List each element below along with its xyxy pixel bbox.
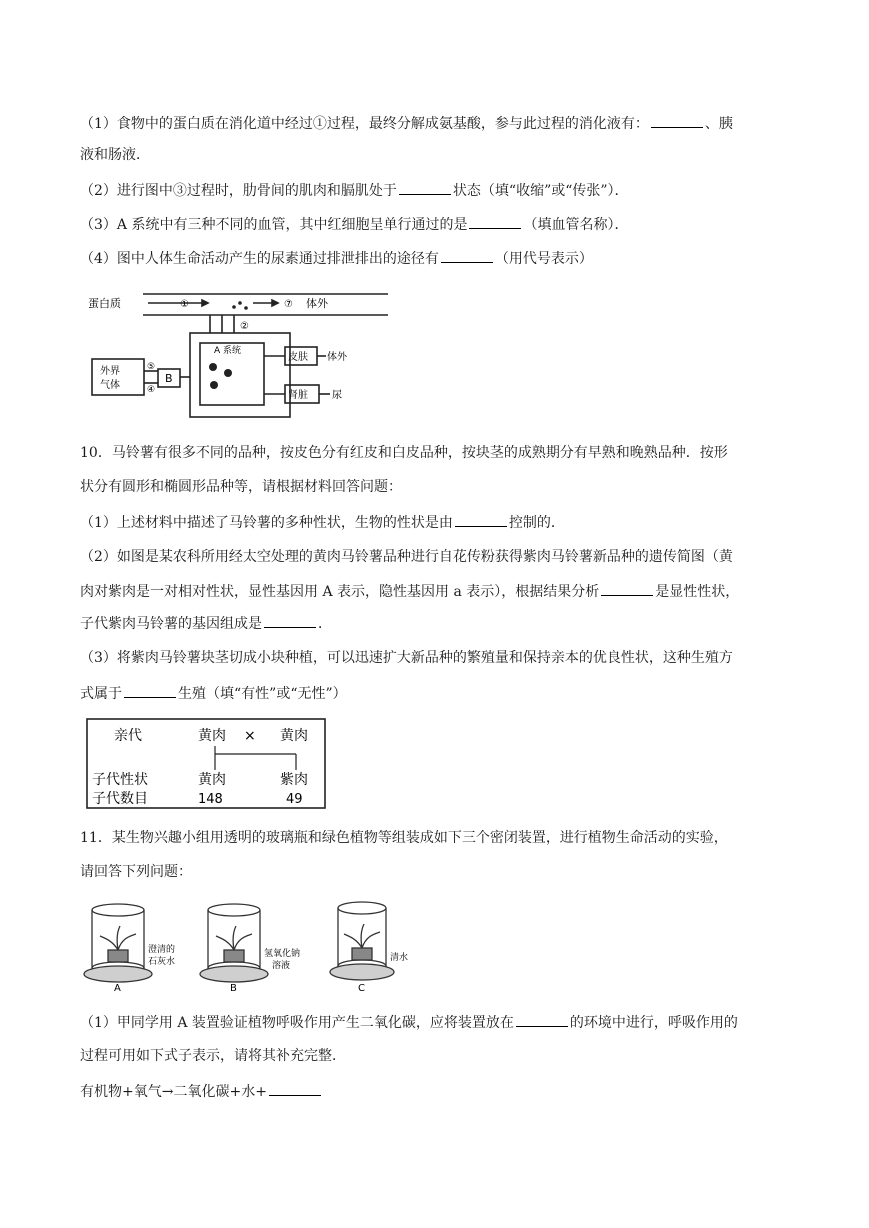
answer-blank[interactable] <box>399 180 451 195</box>
table-child-1: 黄肉 <box>198 772 226 788</box>
answer-blank[interactable] <box>651 113 703 128</box>
answer-blank[interactable] <box>601 581 653 596</box>
diagram-label-kidney: 肾脏 <box>288 390 308 401</box>
table-count-1: 148 <box>198 792 223 807</box>
diagram-label-skin: 皮肤 <box>288 352 308 363</box>
answer-blank[interactable] <box>264 613 316 628</box>
jar-b-label-1: 氢氧化钠 <box>264 949 301 959</box>
diagram-label-system: A 系统 <box>214 346 242 356</box>
jar-a-label-1: 澄清的 <box>148 945 176 955</box>
q11-sub1-line1: （1）甲同学用 A 装置验证植物呼吸作用产生二氧化碳，应将装置放在 的环境中进行，呼吸作用的 <box>80 1012 738 1033</box>
q11-sub1-line2: 过程可用如下式子表示，请将其补充完整． <box>80 1048 346 1064</box>
table-cross-symbol: × <box>244 728 256 744</box>
table-child-2: 紫肉 <box>280 772 308 788</box>
diagram-label-step2: ② <box>240 321 249 332</box>
diagram-label-body-out2: 体外 <box>327 352 347 363</box>
q9-sub2: （2）进行图中③过程时，肋骨间的肌肉和膈肌处于 状态（填“收缩”或“传张”）． <box>80 180 629 201</box>
diagram-label-b: B <box>165 372 173 385</box>
q10-intro-line1: 10．马铃薯有很多不同的品种，按皮色分有红皮和白皮品种，按块茎的成熟期分有早熟和晚熟品种．按形 <box>80 445 728 461</box>
q10-sub2-line2: 肉对紫肉是一对相对性状，显性基因用 A 表示，隐性基因用 a 表示），根据结果分析 是显性性状， <box>80 581 739 602</box>
answer-blank[interactable] <box>455 512 507 527</box>
diagram-label-urine: 尿 <box>332 390 342 401</box>
diagram-label-air1: 外界 <box>100 366 120 377</box>
q11-intro-line1: 11．某生物兴趣小组用透明的玻璃瓶和绿色植物等组装成如下三个密闭装置，进行植物生命活动的实验， <box>80 830 728 846</box>
q10-intro-line2: 状分有圆形和椭圆形品种等，请根据材料回答问题： <box>80 479 402 495</box>
diagram-label-step4: ④ <box>147 385 156 395</box>
q10-sub2-line3: 子代紫肉马铃薯的基因组成是 ． <box>80 613 332 634</box>
answer-blank[interactable] <box>441 248 493 263</box>
table-label-trait: 子代性状 <box>92 772 148 788</box>
jar-a-letter: A <box>114 983 121 994</box>
diagram-label-step7: ⑦ <box>284 299 293 310</box>
q11-formula: 有机物+氧气→二氧化碳+水+ <box>80 1081 323 1102</box>
answer-blank[interactable] <box>469 214 521 229</box>
diagram-label-step1: ① <box>180 299 189 310</box>
q10-sub1: （1）上述材料中描述了马铃薯的多种性状，生物的性状是由 控制的． <box>80 512 565 533</box>
q10-sub3-line2: 式属于 生殖（填“有性”或“无性”） <box>80 683 347 704</box>
q10-sub2-line1: （2）如图是某农科所用经太空处理的黄肉马铃薯品种进行自花传粉获得紫肉马铃薯新品种的遗传简图（黄 <box>80 549 733 565</box>
diagram-label-air2: 气体 <box>100 380 120 391</box>
q10-sub3-line1: （3）将紫肉马铃薯块茎切成小块种植，可以迅速扩大新品种的繁殖量和保持亲本的优良性状，这种生殖方 <box>80 650 733 666</box>
q9-sub4: （4）图中人体生命活动产生的尿素通过排泄排出的途径有 （用代号表示） <box>80 248 593 269</box>
human-system-diagram <box>88 287 400 421</box>
table-label-count: 子代数目 <box>92 791 148 807</box>
table-count-2: 49 <box>286 792 303 807</box>
q9-sub1-line2: 液和肠液． <box>80 147 150 163</box>
diagram-label-protein: 蛋白质 <box>88 297 121 310</box>
table-parent-2: 黄肉 <box>280 728 308 744</box>
answer-blank[interactable] <box>124 683 176 698</box>
q11-intro-line2: 请回答下列问题： <box>80 864 192 880</box>
diagram-label-step5: ⑤ <box>147 362 156 372</box>
answer-blank[interactable] <box>516 1012 568 1027</box>
answer-blank[interactable] <box>269 1081 321 1096</box>
diagram-label-body-out: 体外 <box>306 297 328 310</box>
q9-sub1-line1: （1）食物中的蛋白质在消化道中经过①过程，最终分解成氨基酸，参与此过程的消化液有： 、胰 <box>80 113 733 134</box>
jar-c-label: 清水 <box>390 953 409 963</box>
q9-sub3: （3）A 系统中有三种不同的血管，其中红细胞呈单行通过的是 （填血管名称）． <box>80 214 628 235</box>
jar-a-label-2: 石灰水 <box>148 957 176 967</box>
sealed-jar-experiment <box>82 898 438 994</box>
jar-b-letter: B <box>230 983 237 994</box>
table-parent-1: 黄肉 <box>198 728 226 744</box>
jar-b-label-2: 溶液 <box>272 961 291 971</box>
table-label-parent: 亲代 <box>114 728 142 744</box>
jar-c-letter: C <box>358 983 365 994</box>
genetic-cross-table <box>86 718 328 810</box>
